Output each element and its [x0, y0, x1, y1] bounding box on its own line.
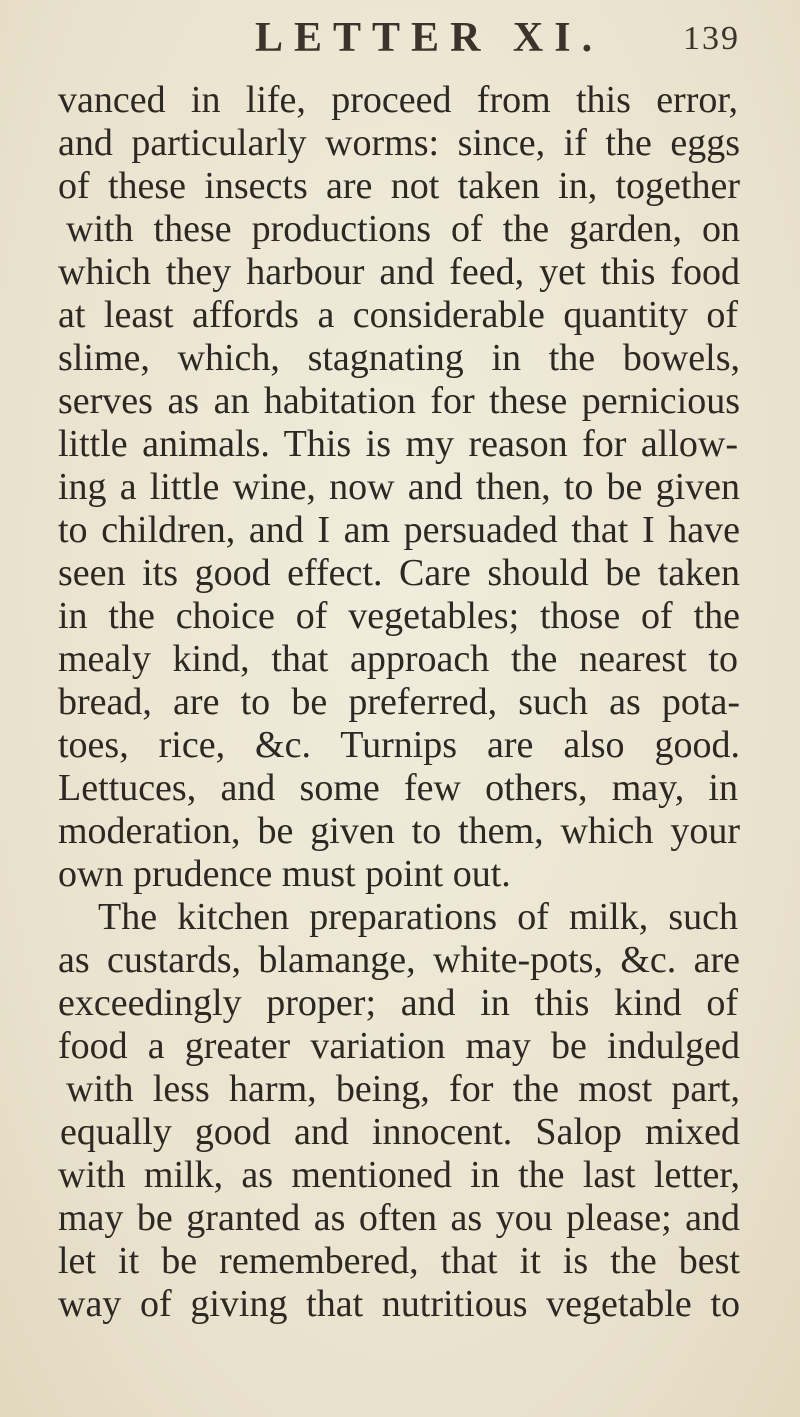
text-line: in the choice of vegetables; those of the [58, 595, 740, 637]
text-line: exceedingly proper; and in this kind of [58, 982, 738, 1024]
text-line: serves as an habitation for these pernicious [58, 380, 740, 422]
text-line: of these insects are not taken in, together [58, 165, 740, 207]
text-line: toes, rice, &c. Turnips are also good. [58, 724, 740, 766]
text-line: mealy kind, that approach the nearest to [58, 638, 738, 680]
text-line: ing a little wine, now and then, to be given [58, 466, 740, 508]
text-line: with these productions of the garden, on [66, 208, 740, 250]
page-number: 139 [683, 20, 740, 57]
chapter-heading: LETTER XI. [255, 15, 604, 61]
text-line: Lettuces, and some few others, may, in [58, 767, 738, 809]
text-line: and particularly worms: since, if the eggs [58, 122, 740, 164]
text-line: little animals. This is my reason for allow- [58, 423, 738, 465]
text-line: with milk, as mentioned in the last letter, [58, 1154, 740, 1196]
text-line: food a greater variation may be indulged [58, 1025, 740, 1067]
text-line: own prudence must point out. [58, 853, 511, 895]
text-line: moderation, be given to them, which your [58, 810, 740, 852]
text-line: which they harbour and feed, yet this food [58, 251, 740, 293]
running-head [0, 14, 800, 74]
text-line: seen its good effect. Care should be taken [58, 552, 740, 594]
text-line: may be granted as often as you please; and [58, 1197, 740, 1239]
text-line: slime, which, stagnating in the bowels, [58, 337, 740, 379]
text-line: The kitchen preparations of milk, such [98, 896, 738, 938]
text-line: let it be remembered, that it is the best [58, 1240, 740, 1282]
text-line: vanced in life, proceed from this error, [58, 79, 738, 121]
text-line: with less harm, being, for the most part, [66, 1068, 740, 1110]
text-line: at least affords a considerable quantity of [58, 294, 738, 336]
text-line: as custards, blamange, white-pots, &c. are [58, 939, 740, 981]
text-line: equally good and innocent. Salop mixed [60, 1111, 740, 1153]
text-line: to children, and I am persuaded that I have [58, 509, 740, 551]
text-line: way of giving that nutritious vegetable to [58, 1283, 740, 1325]
text-line: bread, are to be preferred, such as pota- [58, 681, 740, 723]
